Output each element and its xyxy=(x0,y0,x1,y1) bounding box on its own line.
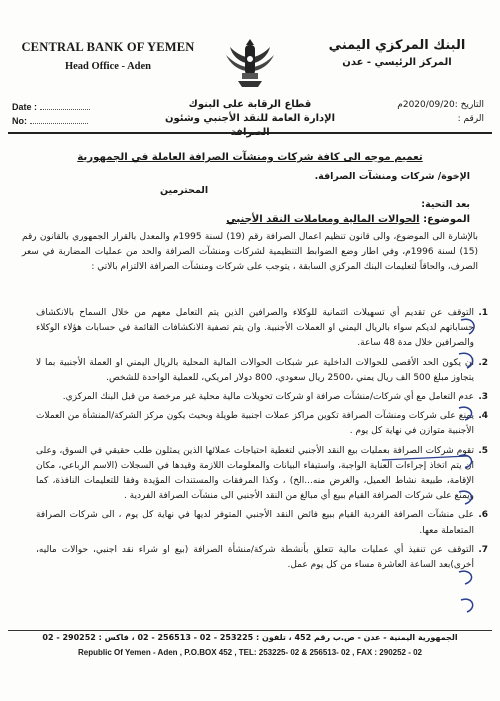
list-item: 6. على منشآت الصرافة الفردية القيام ببيع فائض النقد الأجنبي المتوفر لديها في نهاية كل يوم ، الى شركات الصرافة المتعاملة معها. xyxy=(36,510,488,536)
footer-address-en: Republic Of Yemen - Aden , P.O.BOX 452 , TEL: 253225- 02 & 256513- 02 , FAX : 290252 - 02 xyxy=(77,648,422,657)
subject-label: الموضوع: xyxy=(423,214,470,225)
list-item: 4. يمنع على شركات ومنشآت الصرافة تكوين مراكز عملات اجنبية طويلة وبحيث يكون مركز الشركة/المنشأة من العملات الأجنبية متوازن في نهاية كل يوم . xyxy=(36,411,488,437)
footer-address-ar: الجمهورية اليمنية - عدن - ص.ب رقم 452 ، تلفون : 253225 - 02 - 256513 - 02 ، فاكس : 290252 - 02 xyxy=(42,633,458,642)
header-divider xyxy=(8,132,492,134)
letterhead-english xyxy=(8,40,208,72)
intro-paragraph: بالإشارة الى الموضوع، والى قانون تنظيم اعمال الصرافة رقم (19) لسنة 1995م والمعدل بالقرار الجمهوري بالقانون رقم (15) لسنة 1996م، وفي اطار وضع الضوابط التنظيمية لشركات ومنشآت الصرافة والحد من عمليات المضاربة في سعر الصرف، والحاقاً لتعليمات البنك المركزي السابقة ، يتوجب على شركات ومنشآت الصرافة الالتزام بالاتي : xyxy=(22,232,479,272)
list-item: 3. عدم التعامل مع أي شركات/منشآت صرافة او شركات تحويلات مالية محلية غير مرخصة من قبل البنك المركزي. xyxy=(62,392,488,403)
date-number-ar xyxy=(374,98,484,126)
respected: المحترمين xyxy=(160,185,209,196)
list-item: 7. التوقف عن تنفيذ أي عمليات مالية تتعلق بأنشطة شركة/منشأة الصرافة (بيع او شراء نقد اجنبي، حوالات ماليه، أخرى)بعد الساعة العاشرة مساء من كل يوم عمل. xyxy=(36,544,488,571)
date-ar: التاريخ :2020/09/20م xyxy=(397,100,484,110)
date-label-en: Date : xyxy=(12,102,38,112)
subject-text: الحوالات المالية ومعاملات النقد الأجنبي xyxy=(226,214,420,225)
list-item: 2. ان يكون الحد الأقصى للحوالات الداخلية عبر شبكات الحوالات المالية المحلية بالريال اليمني او العملة الأجنبية بما لا يتجاوز مبلغ 500 الف ريال يمني ،2500 ريال سعودي، 800 دولار امريكي، للعملية الواحدة للشخص. xyxy=(36,357,488,383)
addressee: الإخوة/ شركات ومنشآت الصرافة. xyxy=(314,171,470,182)
greeting: بعد التحية: xyxy=(421,199,470,210)
number-label-en: No: xyxy=(12,116,27,126)
instructions-list xyxy=(36,306,486,577)
letterhead-arabic xyxy=(302,38,492,68)
office-name-ar: المركز الرئيسي - عدن xyxy=(342,57,452,68)
yemen-eagle-emblem xyxy=(222,33,278,91)
bank-name-en: CENTRAL BANK OF YEMEN xyxy=(21,40,195,54)
circular-title: تعميم موجه الى كافة شركات ومنشآت الصرافة العاملة في الجمهورية xyxy=(77,152,423,163)
footer-divider xyxy=(8,630,492,631)
list-item: 5. تقوم شركات الصرافة بعمليات بيع النقد الأجنبي لتغطية احتياجات عملائها الذين يمثلون طلب حقيقي في السوق، وعلى ان يتم اتخاذ إجراءات العناية الواجبة، واستيفاء البيانات والمعلومات اللازمة وقيدها في السجلات (الاسم الرباعي، مكان الإقامة، طبيعة نشاط العميل، والغرض منه...الخ) ، وكذا المرفقات والمستندات المؤيدة وفقا للتعليمات النافذة، كما ويمنع على شركات الصرافة القيام ببيع أي مبالغ من النقد الأجنبي الى منشآت الصرافة الفردية . xyxy=(36,445,488,502)
subject-line xyxy=(30,214,470,225)
sector-line-1: قطاع الرقابة على البنوك xyxy=(188,99,312,110)
salutation xyxy=(30,170,470,212)
sector-line-2: الإدارة العامة للنقد الأجنبي وشئون xyxy=(164,113,336,124)
number-ar: الرقم : xyxy=(457,114,484,124)
list-item: 1. التوقف عن تقديم أي تسهيلات ائتمانية للوكلاء والصرافين الذين يتم التعامل معهم من خلال السماح بالانكشاف حساباتهم لديكم سواء بالريال اليمني او العملات الأجنبية. وان يتم تصفية الانكشافات القائمة في حسابات هؤلاء الوكلاء والصرافين خلال مدة 48 ساعة. xyxy=(36,308,488,349)
bank-name-ar: البنك المركزي اليمني xyxy=(328,38,466,53)
office-name-en: Head Office - Aden xyxy=(64,61,152,72)
date-number-en xyxy=(12,100,90,128)
